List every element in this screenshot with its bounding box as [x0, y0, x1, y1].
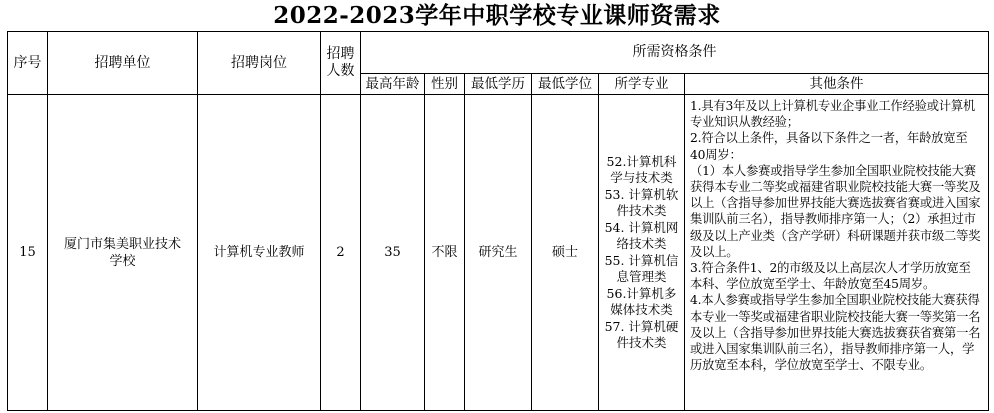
- header-min-education: 最低学历: [465, 74, 532, 95]
- recruitment-table: [7, 31, 989, 411]
- cell-major: [599, 95, 685, 411]
- cell-min-education: 研究生: [465, 95, 532, 411]
- header-other: 其他条件: [685, 74, 989, 95]
- condition-item: （1）本人参赛或指导学生参加全国职业院校技能大赛获得本专业二等奖或福建省职业院校技能大赛一等奖及以上（含指导参加世界技能大赛选拔赛省赛或进入国家集训队前三名），指导教师排序第一人；（2）承担过市级及以上产业类（含产学研）科研课题并获市级二等奖及以上。: [690, 163, 981, 259]
- major-item: 52.计算机科学与技术类: [606, 153, 677, 185]
- major-item: 54. 计算机网络技术类: [604, 219, 679, 251]
- condition-item: 4.本人参赛或指导学生参加全国职业院校技能大赛获得本专业一等奖或福建省职业院校技能大赛一等奖第一名及以上（含指导参加世界技能大赛选拔赛获省赛第一名或进入国家集训队前三名），指导教师排序第一人，学历放宽至本科，学位放宽至学士、不限专业。: [690, 293, 981, 373]
- page-title: 2022-2023学年中职学校专业课师资需求: [273, 2, 721, 29]
- header-gender: 性别: [425, 74, 465, 95]
- cell-max-age: 35: [361, 95, 425, 411]
- major-item: 56.计算机多媒体技术类: [606, 285, 677, 317]
- condition-item: 1.具有3年及以上计算机专业企事业工作经验或计算机专业知识从教经验；: [690, 99, 976, 130]
- table-row: [8, 95, 989, 411]
- major-item: 53. 计算机软件技术类: [604, 186, 679, 218]
- major-item: 57. 计算机硬件技术类: [604, 318, 679, 350]
- cell-seq: 15: [8, 95, 48, 411]
- cell-gender: 不限: [425, 95, 465, 411]
- cell-unit: 厦门市集美职业技术学校: [48, 95, 198, 411]
- header-qualifications: 所需资格条件: [361, 32, 989, 74]
- header-unit: 招聘单位: [48, 32, 198, 95]
- header-max-age: 最高年龄: [361, 74, 425, 95]
- header-major: 所学专业: [599, 74, 685, 95]
- cell-min-degree: 硕士: [532, 95, 599, 411]
- cell-count: 2: [321, 95, 361, 411]
- header-min-degree: 最低学位: [532, 74, 599, 95]
- condition-item: 2.符合以上条件，具备以下条件之一者，年龄放宽至40周岁：: [690, 131, 968, 162]
- condition-item: 3.符合条件1、2的市级及以上高层次人才学历放宽至本科、学位放宽至学士、年龄放宽至45周岁。: [690, 261, 971, 292]
- header-count: 招聘人数: [321, 32, 361, 95]
- header-seq: 序号: [8, 32, 48, 95]
- major-item: 55. 计算机信息管理类: [604, 252, 679, 284]
- cell-position: 计算机专业教师: [198, 95, 321, 411]
- header-position: 招聘岗位: [198, 32, 321, 95]
- cell-other-conditions: [685, 95, 989, 411]
